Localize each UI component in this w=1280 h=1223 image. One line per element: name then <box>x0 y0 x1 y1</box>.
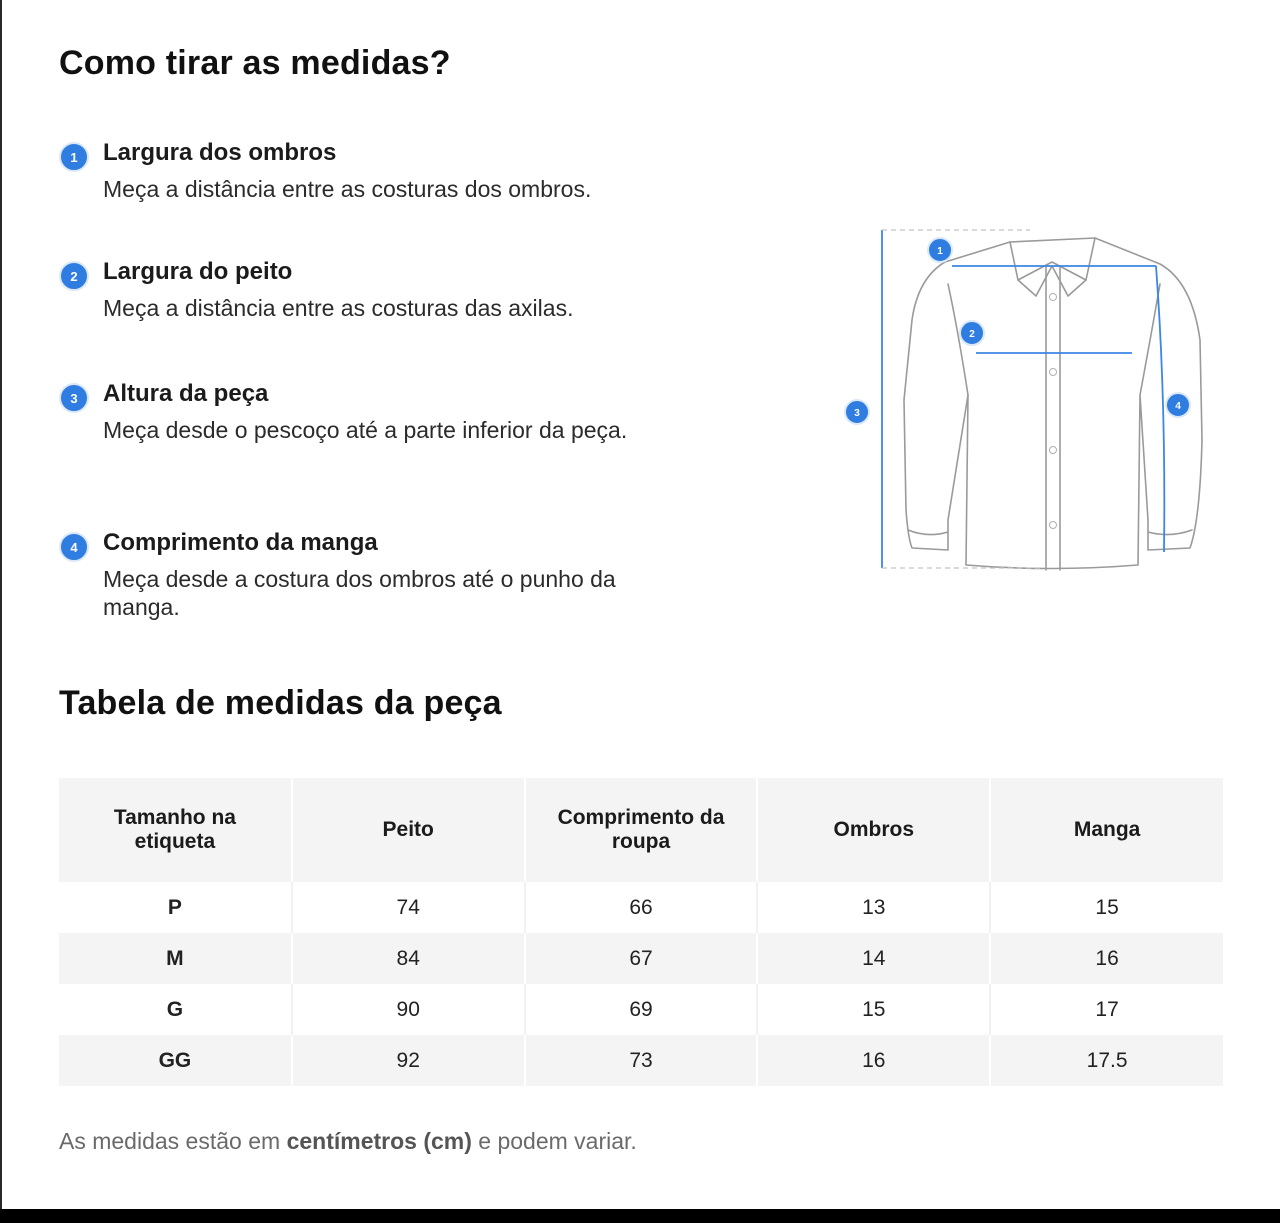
step-number-badge: 4 <box>59 532 89 562</box>
size-cell: GG <box>59 1035 292 1086</box>
column-header-sleeve: Manga <box>990 778 1223 882</box>
table-cell: 67 <box>525 933 758 984</box>
size-cell: P <box>59 882 292 933</box>
table-cell: 84 <box>292 933 525 984</box>
table-row <box>59 882 1223 933</box>
table-cell: 17 <box>990 984 1223 1035</box>
column-header-shoulders: Ombros <box>757 778 990 882</box>
table-cell: 16 <box>990 933 1223 984</box>
step-number-badge: 2 <box>59 261 89 291</box>
step-number-badge: 1 <box>59 142 89 172</box>
note-prefix: As medidas estão em <box>59 1128 287 1154</box>
measurement-unit-note <box>59 1128 637 1155</box>
step-description: Meça desde o pescoço até a parte inferior da peça. <box>103 417 628 443</box>
table-row <box>59 1035 1223 1086</box>
table-cell: 69 <box>525 984 758 1035</box>
table-row <box>59 984 1223 1035</box>
diagram-marker-3: 3 <box>854 408 860 419</box>
step-title: Largura do peito <box>103 258 293 285</box>
step-title: Largura dos ombros <box>103 139 337 166</box>
diagram-marker-1: 1 <box>937 246 943 257</box>
step-title: Altura da peça <box>103 380 269 407</box>
note-unit: centímetros (cm) <box>286 1128 472 1154</box>
table-cell: 74 <box>292 882 525 933</box>
size-cell: M <box>59 933 292 984</box>
step-description: Meça desde a costura dos ombros até o punho da manga. <box>103 566 616 620</box>
table-title: Tabela de medidas da peça <box>59 684 502 722</box>
table-cell: 17.5 <box>990 1035 1223 1086</box>
step-number-badge: 3 <box>59 383 89 413</box>
table-cell: 90 <box>292 984 525 1035</box>
column-header-length: Comprimento da roupa <box>525 778 758 882</box>
table-row <box>59 933 1223 984</box>
shirt-measurement-diagram <box>840 220 1220 580</box>
column-header-size: Tamanho na etiqueta <box>59 778 292 882</box>
shirt-measurement-icon <box>840 220 1220 580</box>
column-header-chest: Peito <box>292 778 525 882</box>
step-description: Meça a distância entre as costuras dos ombros. <box>103 176 592 202</box>
step-description: Meça a distância entre as costuras das axilas. <box>103 295 574 321</box>
size-cell: G <box>59 984 292 1035</box>
table-cell: 14 <box>757 933 990 984</box>
table-cell: 15 <box>990 882 1223 933</box>
table-cell: 92 <box>292 1035 525 1086</box>
table-cell: 73 <box>525 1035 758 1086</box>
bottom-bar <box>0 1209 1280 1223</box>
table-cell: 66 <box>525 882 758 933</box>
diagram-marker-2: 2 <box>969 329 975 340</box>
note-suffix: e podem variar. <box>471 1128 637 1154</box>
left-edge-rule <box>0 0 2 1209</box>
diagram-marker-4: 4 <box>1175 401 1181 412</box>
table-header-row <box>59 778 1223 882</box>
page-title: Como tirar as medidas? <box>59 44 451 82</box>
step-title: Comprimento da manga <box>103 529 378 556</box>
size-table <box>59 778 1223 1086</box>
table-cell: 16 <box>757 1035 990 1086</box>
table-cell: 15 <box>757 984 990 1035</box>
table-cell: 13 <box>757 882 990 933</box>
